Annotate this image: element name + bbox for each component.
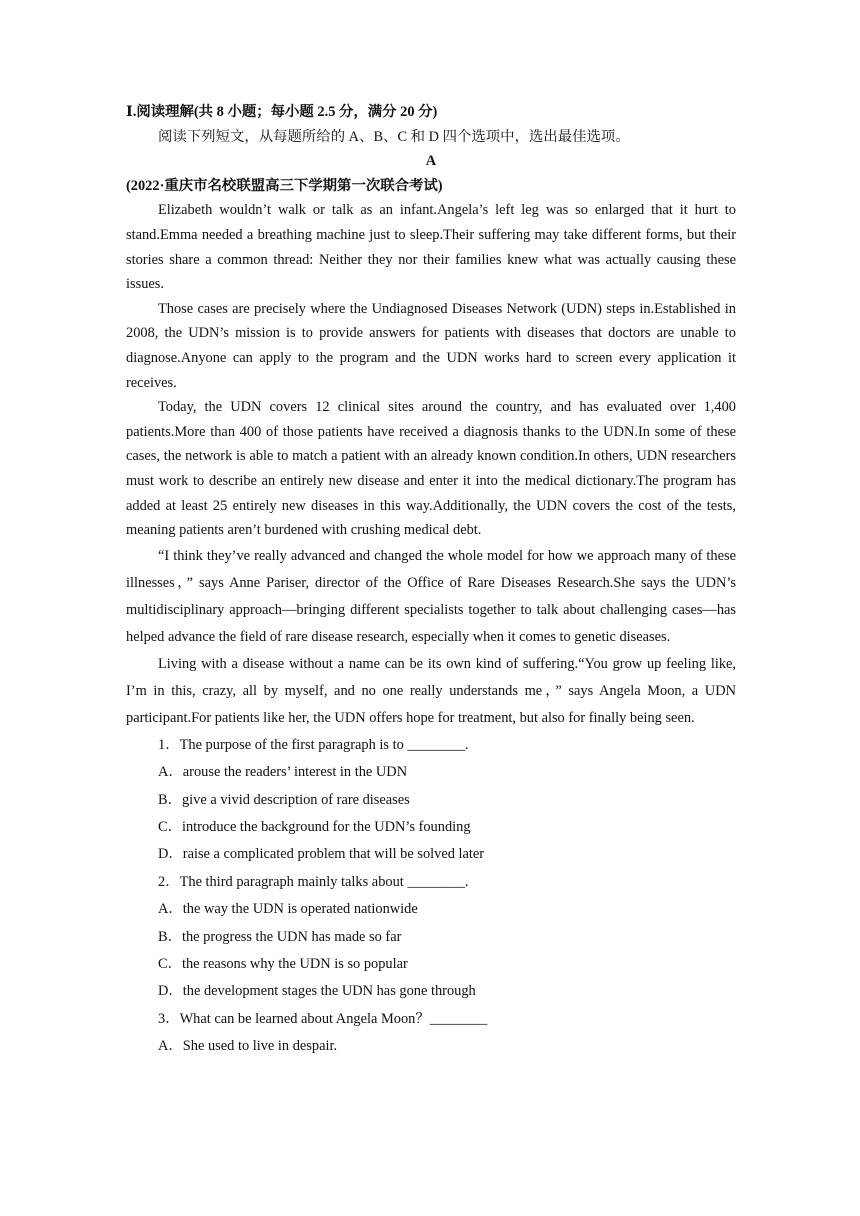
option-c: C．the reasons why the UDN is so popular (158, 955, 408, 972)
option-c: C．introduce the background for the UDN’s founding (158, 818, 471, 835)
option-a: A．arouse the readers’ interest in the UDN (158, 764, 408, 781)
passage-letter: A (425, 153, 437, 170)
option-d: D．raise a complicated problem that will be solved later (158, 846, 485, 863)
passage-source: (2022·重庆市名校联盟高三下学期第一次联合考试) (126, 177, 443, 194)
question-stem: 2．The third paragraph mainly talks about ________. (158, 873, 469, 890)
option-d: D．the development stages the UDN has gone through (158, 983, 476, 1000)
passage-paragraph-1: Elizabeth wouldn’t walk or talk as an infant.Angela’s left leg was so enlarged that it hurt to stand.Emma needed a breathing machine just to sleep.Their suffering may take different forms, but their stories share a common thread: Neither they nor their families knew what was actually causing these issues. (126, 202, 736, 293)
option-b: B．give a vivid description of rare diseases (158, 791, 410, 808)
passage-paragraph-5: Living with a disease without a name can be its own kind of suffering.“You grow up feeling like, I’m in this, crazy, all by myself, and no one really understands me，” says Angela Moon, a UDN participant.For patients like her, the UDN offers hope for treatment, but also for finally being seen. (126, 655, 736, 726)
section-title: Ⅰ.阅读理解(共 8 小题；每小题 2.5 分，满分 20 分) (126, 104, 438, 120)
passage-paragraph-4: “I think they’ve really advanced and changed the whole model for how we approach many of these illnesses，” says Anne Pariser, director of the Office of Rare Diseases Research.She says the UDN’s multidisciplinary approach—bringing different specialists together to talk about challenging cases—has helped advance the field of rare disease research, especially when it comes to genetic diseases. (126, 547, 736, 645)
passage-paragraph-2: Those cases are precisely where the Undiagnosed Diseases Network (UDN) steps in.Established in 2008, the UDN’s mission is to provide answers for patients with diseases that doctors are unable to diagnose.Anyone can apply to the program and the UDN works hard to screen every application it receives. (126, 300, 736, 391)
question-3 (126, 1006, 736, 1061)
document-content (126, 100, 736, 1061)
section-instruction: 阅读下列短文，从每题所给的 A、B、C 和 D 四个选项中，选出最佳选项。 (158, 128, 630, 145)
question-stem: 1．The purpose of the first paragraph is to ________. (158, 736, 469, 753)
question-1 (126, 732, 736, 869)
question-2 (126, 869, 736, 1006)
option-a: A．the way the UDN is operated nationwide (158, 901, 418, 918)
passage-paragraph-3: Today, the UDN covers 12 clinical sites around the country, and has evaluated over 1,400 patients.More than 400 of those patients have received a diagnosis thanks to the UDN.In some of these cases, the network is able to match a patient with an already known condition.In others, UDN researchers must work to describe an entirely new disease and enter it into the medical dictionary.The program has added at least 25 entirely new diseases in this way.Additionally, the UDN covers the cost of the tests, meaning patients aren’t burdened with crushing medical debt. (126, 399, 736, 539)
option-a: A．She used to live in despair. (158, 1038, 338, 1055)
option-b: B．the progress the UDN has made so far (158, 928, 402, 945)
question-stem: 3．What can be learned about Angela Moon？________ (158, 1010, 488, 1027)
